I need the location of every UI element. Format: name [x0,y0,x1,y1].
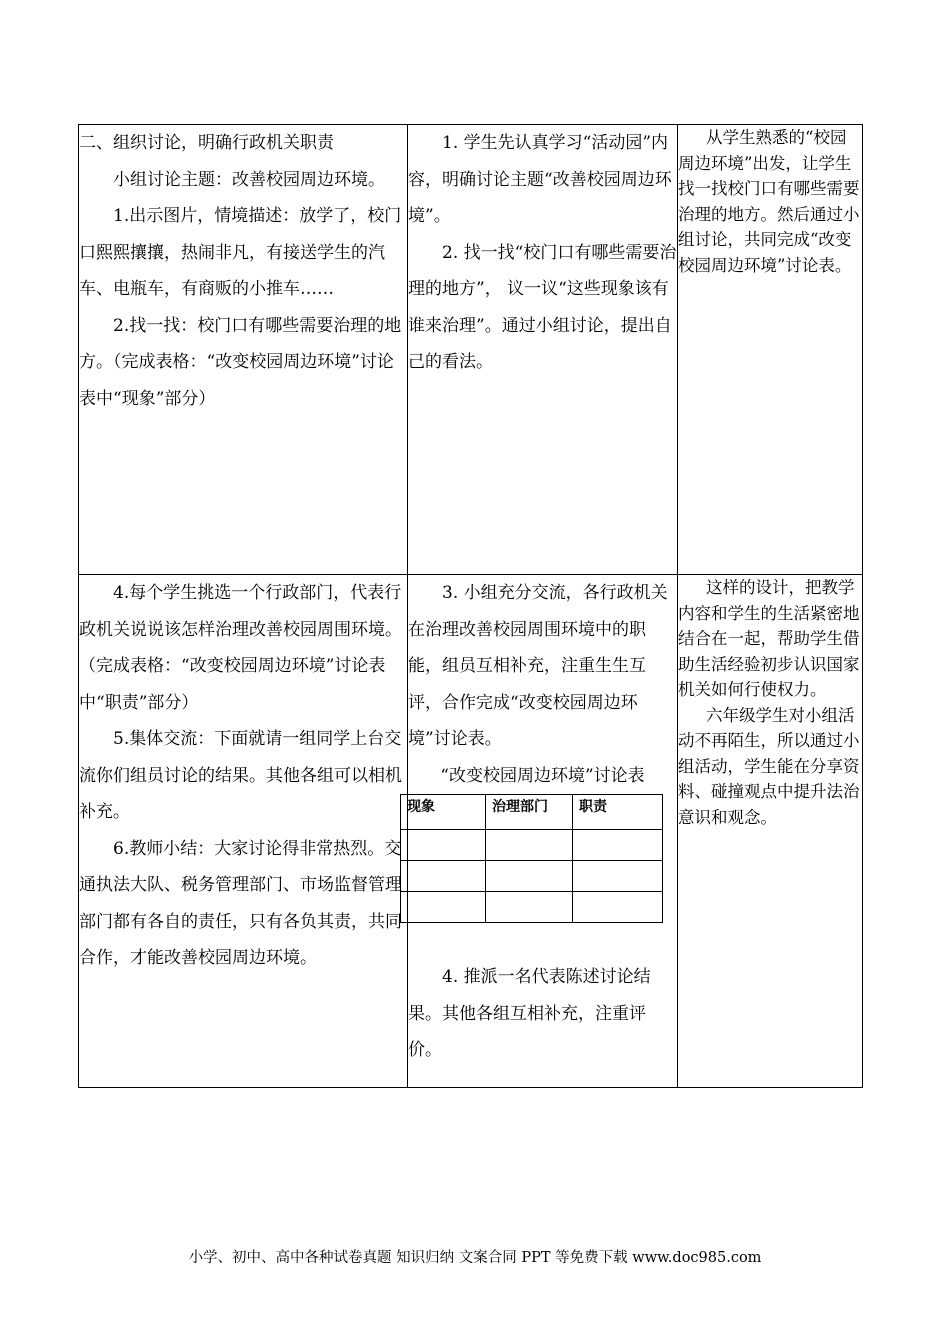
student-activity-cell [408,575,678,1088]
section-heading: 二、组织讨论，明确行政机关职责 [79,133,334,153]
paragraph: 这样的设计，把教学内容和学生的生活紧密地结合在一起，帮助学生借助生活经验初步认识国家机关如何行使权力。 [678,578,860,699]
table-row [401,861,663,892]
paragraph: 1.出示图片，情境描述：放学了，校门口熙熙攘攘，热闹非凡，有接送学生的汽车、电瓶车，有商贩的小推车…… [79,206,402,299]
table-row [79,125,863,575]
paragraph: 4. 推派一名代表陈述讨论结果。其他各组互相补充，注重评价。 [408,967,651,1060]
table-row [401,892,663,923]
design-intent-cell [678,125,863,575]
table-row [401,830,663,861]
page-footer: 小学、初中、高中各种试卷真题 知识归纳 文案合同 PPT 等免费下载 www.doc985.com [188,1250,762,1266]
discussion-table-caption: “改变校园周边环境”讨论表 [440,765,645,786]
paragraph: 2.找一找：校门口有哪些需要治理的地方。（完成表格：“改变校园周边环境”讨论表中“现象”部分） [79,315,402,409]
paragraph: 小组讨论主题：改善校园周边环境。 [113,169,385,190]
header-duty: 职责 [573,795,663,830]
paragraph: 5.集体交流：下面就请一组同学上台交流你们组员讨论的结果。其他各组可以相机补充。 [79,729,402,822]
paragraph: 从学生熟悉的“校园周边环境”出发，让学生找一找校门口有哪些需要治理的地方。然后通过小组讨论，共同完成“改变校园周边环境”讨论表。 [678,128,860,275]
lesson-plan-table [78,124,863,1088]
design-intent-cell [678,575,863,1088]
paragraph: 六年级学生对小组活动不再陌生，所以通过小组活动，学生能在分享资料、碰撞观点中提升法治意识和观念。 [678,705,860,827]
teacher-activity-cell [79,575,408,1088]
student-activity-cell [408,125,678,575]
paragraph: 1. 学生先认真学习“活动园”内容，明确讨论主题“改善校园周边环境”。 [408,133,672,226]
discussion-table [400,794,663,923]
header-department: 治理部门 [486,795,573,830]
paragraph: 6.教师小结：大家讨论得非常热烈。交通执法大队、税务管理部门、市场监督管理部门都有各自的责任，只有各负其责，共同合作，才能改善校园周边环境。 [79,838,402,968]
paragraph: 2. 找一找“校门口有哪些需要治理的地方”， 议一议“这些现象该有谁来治理”。通过小组讨论，提出自己的看法。 [408,242,677,372]
paragraph: 3. 小组充分交流，各行政机关在治理改善校园周围环境中的职能，组员互相补充，注重生生互评，合作完成“改变校园周边环境”讨论表。 [408,583,668,749]
table-header-row [401,795,663,830]
teacher-activity-cell [79,125,408,575]
header-phenomenon: 现象 [401,795,486,830]
table-row [79,575,863,1088]
paragraph: 4.每个学生挑选一个行政部门，代表行政机关说说该怎样治理改善校园周围环境。（完成表格：“改变校园周边环境”讨论表中“职责”部分） [79,583,402,713]
